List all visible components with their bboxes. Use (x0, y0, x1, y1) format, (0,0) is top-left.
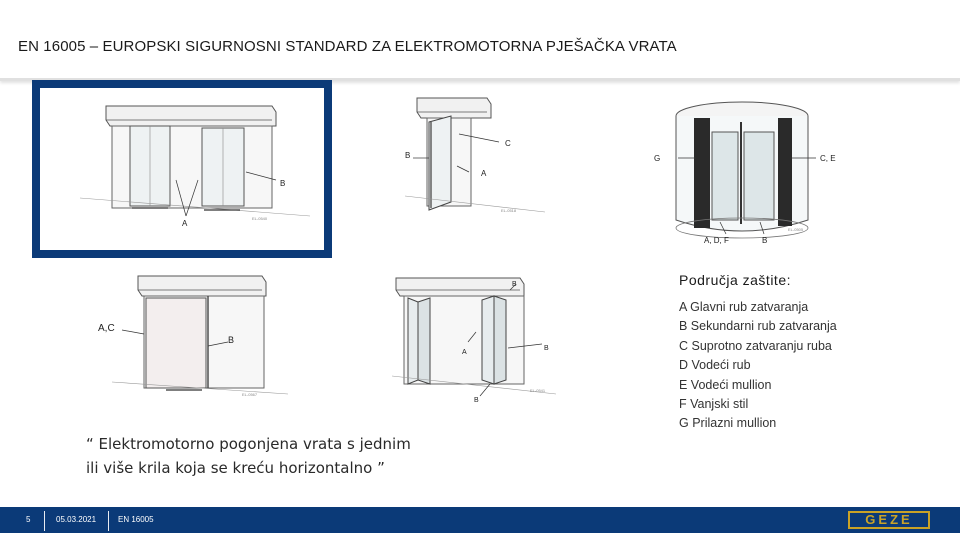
fig2-code: EL-0518 (501, 208, 517, 213)
fig1-label-a: A (182, 219, 188, 228)
slide-header (0, 0, 960, 81)
legend-title: Područja zaštite: (679, 272, 791, 288)
fig5-code: EL-0541 (530, 388, 546, 393)
legend-item-e: E Vodeći mullion (679, 377, 772, 392)
legend-item-c: C Suprotno zatvaranju ruba (679, 338, 832, 353)
fig3-code: EL-0505 (788, 227, 804, 232)
geze-logo: GEZE (848, 511, 930, 529)
fig2-label-a: A (481, 169, 487, 178)
fig5-label-b-bottom: B (474, 397, 479, 404)
fig4-label-b: B (228, 335, 235, 345)
figure-swing-door[interactable] (395, 92, 555, 222)
protection-zones-legend (679, 272, 949, 434)
quote-line-1: “ Elektromotorno pogonjena vrata s jednim (86, 435, 411, 453)
legend-item-a: A Glavni rub zatvaranja (679, 300, 809, 314)
sliding-single-door-drawing (92, 270, 292, 402)
fig3-label-b: B (762, 236, 768, 245)
slide-footer (0, 507, 960, 533)
legend-item-b: B Sekundarni rub zatvaranja (679, 319, 837, 334)
fig4-label-ac: A,C (98, 323, 115, 334)
fig5-label-b-top: B (512, 281, 517, 288)
revolving-door-drawing (650, 92, 840, 248)
folding-door-drawing (386, 272, 566, 408)
legend-item-g: G Prilazni mullion (679, 416, 777, 431)
quote-line-2: ili više krila koja se kreću horizontalno ” (86, 459, 385, 477)
fig3-label-adf: A, D, F (704, 236, 729, 245)
figure-sliding-double-door[interactable] (32, 80, 332, 258)
fig3-label-ce: C, E (820, 154, 836, 163)
fig4-code: EL-0567 (242, 392, 258, 397)
figure-sliding-double-door-canvas (40, 88, 324, 250)
figure-folding-door[interactable] (386, 272, 566, 408)
fig3-label-g: G (654, 154, 661, 163)
fig2-label-c: C (505, 139, 511, 148)
swing-door-drawing (395, 92, 555, 222)
fig1-label-b: B (280, 179, 286, 188)
fig2-label-b: B (405, 151, 411, 160)
slide-title: EN 16005 – EUROPSKI SIGURNOSNI STANDARD ZA ELEKTROMOTORNA PJEŠAČKA VRATA (18, 38, 677, 55)
footer-divider-1 (44, 511, 45, 531)
legend-item-d: D Vodeći rub (679, 358, 751, 373)
figure-revolving-door[interactable] (650, 92, 840, 248)
page-number: 5 (26, 515, 31, 524)
footer-date: 05.03.2021 (56, 515, 97, 524)
fig5-label-a: A (462, 349, 467, 356)
sliding-double-door-drawing (40, 88, 324, 250)
fig5-label-b-right: B (544, 345, 549, 352)
figure-sliding-single-door[interactable] (92, 270, 292, 402)
footer-divider-2 (108, 511, 109, 531)
footer-doc-id: EN 16005 (118, 515, 154, 524)
definition-quote (86, 432, 411, 480)
legend-item-f: F Vanjski stil (679, 397, 749, 412)
fig1-code: EL-0540 (252, 216, 268, 221)
